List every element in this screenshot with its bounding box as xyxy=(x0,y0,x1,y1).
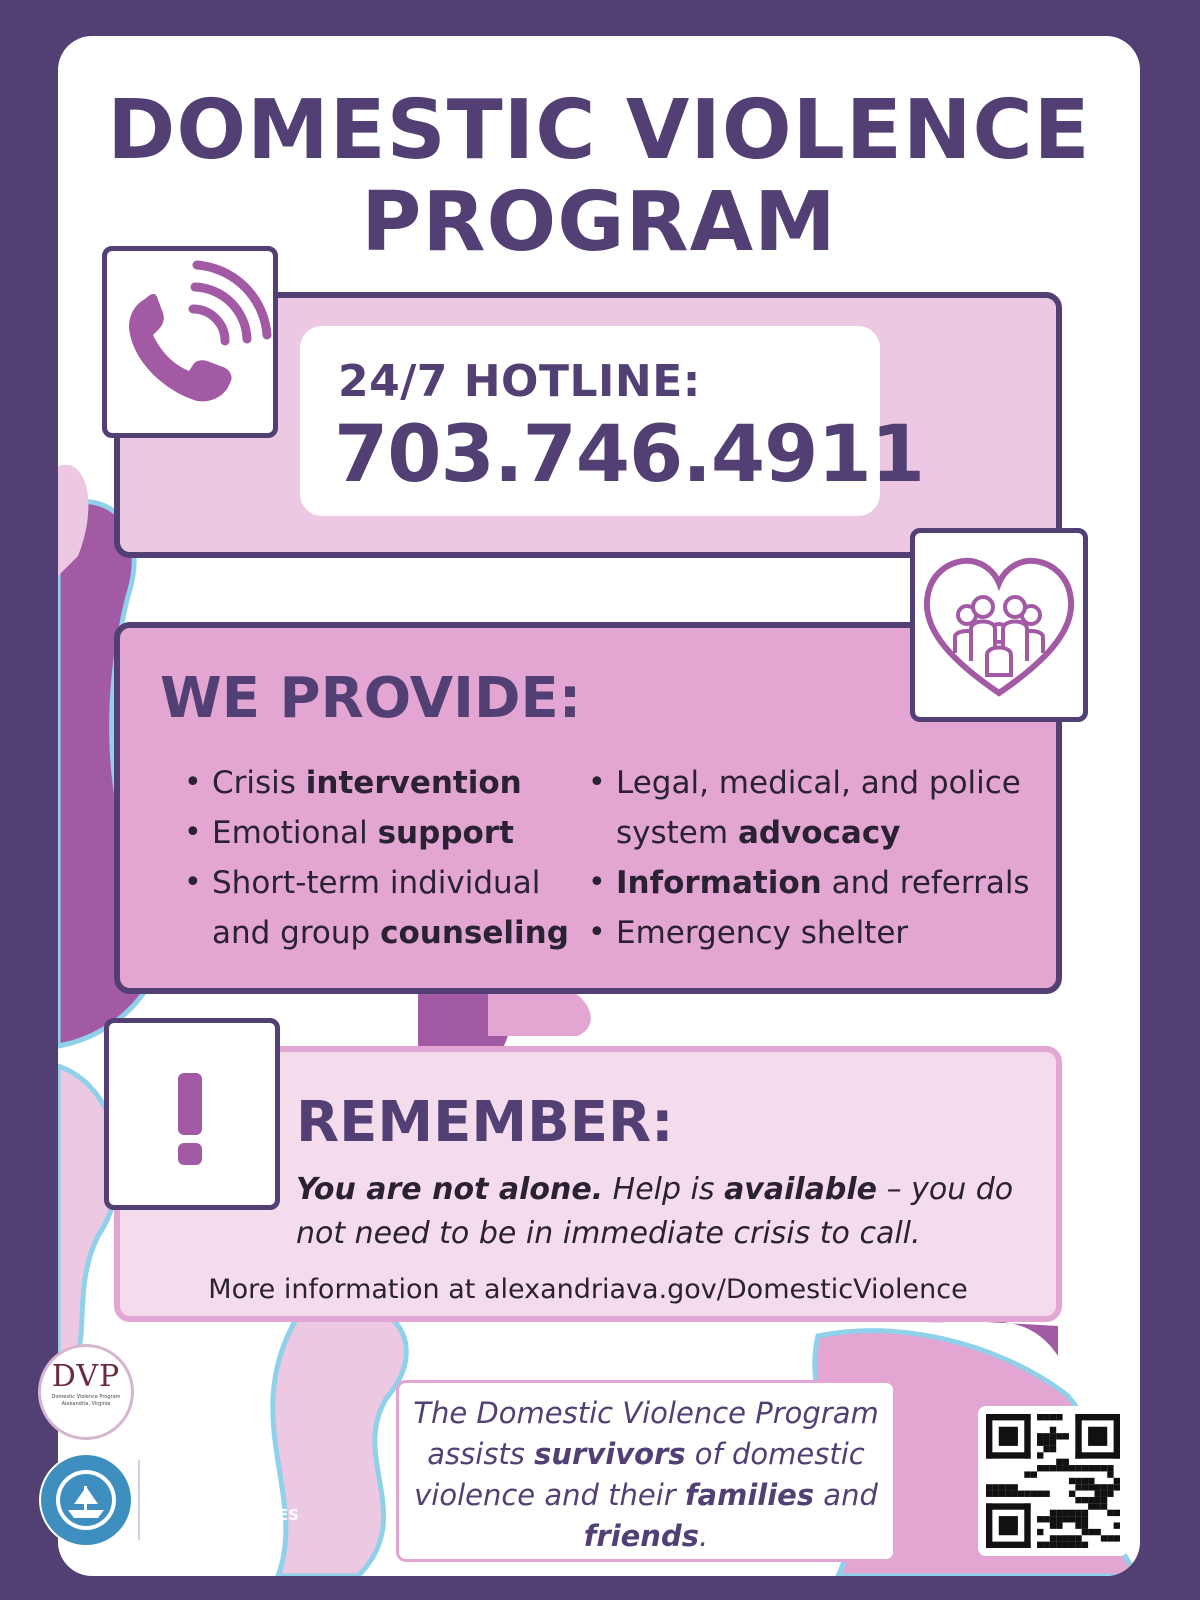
more-info-link[interactable]: More information at alexandriava.gov/DomesticViolence xyxy=(208,1274,968,1305)
dvp-logo-text: DVP xyxy=(51,1359,121,1394)
hotline-card xyxy=(300,326,924,516)
dvp-logo-subtitle: Domestic Violence Program xyxy=(51,1394,121,1400)
services-list-left xyxy=(182,758,582,958)
list-item: • Short-term individual and group counseling xyxy=(182,858,582,958)
dept-line1: DEPARTMENT OF xyxy=(148,1464,249,1478)
list-item: • Crisis intervention xyxy=(182,758,582,808)
city-seal-icon xyxy=(38,1452,134,1548)
services-list-right xyxy=(586,758,1046,958)
footer-divider xyxy=(138,1460,140,1540)
exclamation-icon-box xyxy=(104,1018,280,1210)
phone-icon-box xyxy=(102,246,278,438)
department-name xyxy=(148,1460,299,1526)
heart-family-icon xyxy=(915,533,1083,717)
list-item: • Legal, medical, and police system advocacy xyxy=(586,758,1046,858)
dvp-logo xyxy=(38,1344,134,1440)
phone-icon xyxy=(107,251,273,433)
program-description: The Domestic Violence Program assists survivors of domestic violence and their families and friends. xyxy=(396,1380,896,1562)
hotline-number[interactable]: 703.746.4911 xyxy=(334,410,924,500)
hotline-label: 24/7 HOTLINE: xyxy=(338,356,701,407)
qr-code[interactable] xyxy=(978,1406,1128,1556)
list-item: • Information and referrals xyxy=(586,858,1046,908)
dept-line2: COMMUNITY & xyxy=(148,1484,272,1502)
dvp-logo-location: Alexandria, Virginia xyxy=(61,1401,111,1407)
exclamation-icon xyxy=(109,1023,275,1205)
page-title-line1: DOMESTIC VIOLENCE xyxy=(107,83,1091,178)
heart-family-icon-box xyxy=(910,528,1088,722)
page-title-line2: PROGRAM xyxy=(361,175,837,270)
remember-message: You are not alone. Help is available – you do not need to be in immediate crisis to call. xyxy=(296,1172,1014,1251)
poster xyxy=(58,36,1140,1576)
qr-code-icon xyxy=(986,1414,1120,1548)
list-item: • Emotional support xyxy=(182,808,582,858)
dept-line3: HUMAN SERVICES xyxy=(148,1506,299,1524)
services-title: WE PROVIDE: xyxy=(160,666,582,731)
list-item: • Emergency shelter xyxy=(586,908,1046,958)
remember-title: REMEMBER: xyxy=(296,1090,674,1155)
